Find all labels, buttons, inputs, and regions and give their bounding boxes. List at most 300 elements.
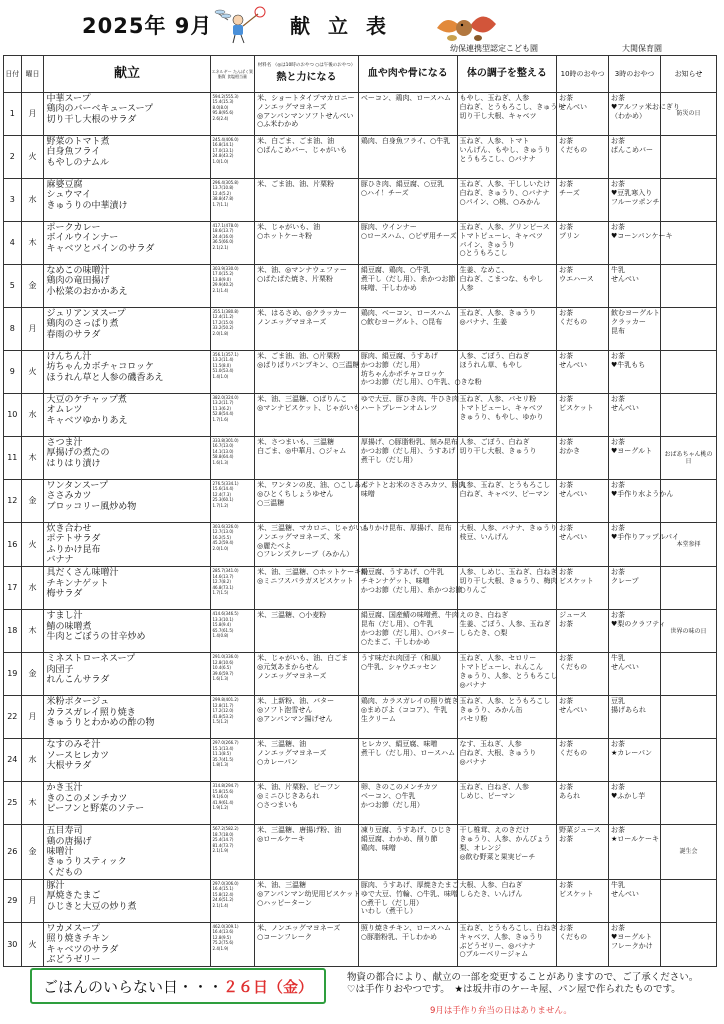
ingredient-line: 米、油、三温糖、○ばりんこ (257, 395, 348, 403)
body-ingredients-cell (457, 523, 557, 567)
heat-ingredients-cell (255, 136, 359, 179)
menu-line: きゅうりスティック (46, 857, 127, 868)
menu-cell (44, 567, 210, 610)
day-cell (4, 351, 22, 394)
day-text: 22 (7, 712, 18, 722)
ingredient-line: 米、ノンエッグマヨネーズ (257, 924, 341, 933)
nutrition-line: 1.7(1.6) (212, 416, 229, 422)
footer-note-change: 物資の都合により、献立の一部を変更することがありますので、ご了承ください。 (347, 972, 699, 983)
snack-line: フルーツポンチ (611, 197, 660, 206)
day-cell (4, 880, 22, 923)
menu-line: きゅうりの中華漬け (46, 200, 128, 211)
ingredient-line: ○豚脂粉乳、干しわかめ (360, 932, 438, 941)
ingredient-line: ◎飲む野菜と果実ピーチ (459, 852, 536, 861)
nutrition-line: 15.8(9.4) (212, 622, 231, 628)
dow-cell (21, 222, 44, 265)
menu-line: 鶏肉のバーベキュースープ (46, 104, 154, 115)
nutrition-line: 11.1(8.5) (212, 751, 231, 757)
ingredient-line: ◎アンパンマン揚げせん (257, 714, 333, 723)
day-text: 17 (7, 583, 18, 593)
blood-ingredients-cell (358, 93, 457, 136)
snack10-cell (557, 825, 609, 880)
blood-ingredients-cell (358, 923, 457, 967)
snack-line: せんべい (611, 274, 639, 283)
snack-line: お茶 (611, 395, 626, 403)
ingredient-line: 米、油、片栗粉、ピーフン (257, 783, 341, 792)
ingredient-line: 玉ねぎ、人参、干ししいたけ (459, 180, 551, 188)
snack10-cell (557, 653, 609, 696)
nutrition-cell (210, 825, 255, 880)
blood-ingredients-cell (358, 653, 457, 696)
menu-line: 小松菜のおかかあえ (46, 286, 128, 297)
snack-line: 牛乳 (611, 881, 626, 890)
ingredient-line: かつお節（だし用） (360, 800, 424, 809)
snack10-cell (557, 437, 609, 480)
menu-line: ボイルウインナー (46, 233, 119, 244)
nutrition-line: 16.7(13.0) (212, 443, 234, 449)
ingredient-line: ◎バナナ、生姜 (459, 317, 508, 326)
menu-cell (44, 782, 210, 825)
ingredient-line: 玉ねぎ、人参、とうもろこし (459, 697, 551, 706)
ingredient-line: 白ねぎ、こまつな、もやし (459, 274, 544, 283)
dow-cell (21, 136, 44, 179)
day-cell (4, 308, 22, 351)
body-ingredients-cell (457, 480, 557, 523)
snack3-cell (609, 437, 661, 480)
header-snack10: 10時のおやつ (557, 56, 609, 93)
snack-line: お茶 (611, 94, 626, 102)
table-row (4, 696, 717, 739)
nutrition-line: 65.7(61.5) (212, 627, 234, 633)
menu-line: ソースヒレカツ (46, 750, 110, 761)
ingredient-line: かつお節（だし用）、○牛乳、○きな粉 (360, 378, 482, 387)
snack3-cell (609, 739, 661, 782)
heat-ingredients-cell (255, 567, 369, 610)
ingredient-line: ベーコン、鶏肉、ロースハム (360, 94, 452, 102)
nutrition-cell (210, 782, 255, 825)
header-heat-label: 熱と力になる (276, 72, 337, 84)
ingredient-line: ◎アンパンマン幼児用ビスケット (257, 889, 361, 898)
nutrition-line: 1.6(1.3) (212, 459, 229, 465)
ingredient-line: ゆで大豆、竹輪、○牛乳、味噌 (360, 889, 459, 898)
snack-line: ♥コーンパンケーキ (611, 231, 673, 240)
day-text: 10 (7, 410, 18, 419)
snack3-cell (609, 880, 661, 923)
day-cell (4, 222, 22, 265)
nutrition-line: 17.2(15.0) (212, 319, 234, 325)
page-title: 2025年 9月 (82, 14, 213, 38)
nutrition-line: 45.2(59.4) (212, 540, 234, 546)
ingredient-line: ◎ぱりぱりパンプキン、○三温糖 (257, 360, 360, 369)
snack-line: くだもの (559, 663, 588, 672)
ingredient-line: 米、三温糖、油 (257, 740, 307, 749)
ingredient-line: 味噌 (360, 489, 375, 498)
dow-cell (21, 93, 44, 136)
nutrition-line: 12.4(11.2) (212, 314, 234, 320)
ingredient-line: 玉ねぎ、人参、トマト (459, 137, 530, 145)
snack-line: お茶 (611, 438, 626, 446)
nutrition-line: 11.3(6.2) (212, 405, 231, 411)
blood-ingredients-cell (358, 880, 457, 923)
table-row (4, 480, 717, 523)
ingredient-line: ノンエッグマヨネーズ (257, 102, 327, 111)
autumn-squirrel-icon (432, 8, 502, 44)
nutrition-line: 2.1(1.4) (212, 287, 229, 293)
notes-cell (660, 567, 716, 610)
heat-ingredients-cell (255, 93, 359, 136)
snack-line: お茶 (611, 783, 626, 792)
ingredient-line: ハートプレーンオムレツ (360, 403, 438, 412)
header-day: 日付 (4, 56, 22, 93)
nutrition-line: 303.6(326.0) (212, 524, 239, 529)
ingredient-line: ◎元気あまからせん (257, 663, 320, 672)
ingredient-line: 鶏肉、カラスガレイの照り焼き (360, 697, 459, 706)
snack-line: お茶 (559, 223, 574, 231)
notes-cell (660, 351, 716, 394)
menu-line: なすのみそ汁 (46, 740, 101, 751)
nutrition-cell (210, 136, 255, 179)
menu-line: 肉団子 (46, 664, 74, 675)
header-nutrition: エネルギー たんぱく質 脂質 食塩相当量 (210, 56, 255, 93)
ingredient-line: ○りんご (459, 585, 487, 594)
heat-ingredients-cell (255, 394, 359, 437)
nutrition-line: 18.6(13.7) (212, 228, 234, 234)
menu-line: 中華スープ (46, 94, 91, 104)
table-row (4, 523, 717, 567)
dow-text: 木 (28, 798, 37, 808)
snack-line: おかき (559, 446, 581, 455)
dow-text: 火 (28, 367, 37, 376)
heat-ingredients-cell (255, 523, 370, 567)
ingredient-line: 豚肉、絹豆腐、うすあげ (360, 352, 438, 360)
ingredient-line: えのき、白ねぎ (459, 611, 509, 620)
nutrition-line: 567.2(582.2) (212, 826, 239, 832)
day-text: 30 (7, 939, 18, 949)
dow-text: 水 (28, 410, 37, 419)
notes-cell (660, 222, 716, 265)
table-row (4, 351, 717, 394)
ingredient-line: 玉ねぎ、人参、セロリー (459, 654, 537, 663)
menu-line: ジュリアンヌスープ (46, 309, 126, 319)
heat-ingredients-cell (255, 923, 359, 967)
nutrition-cell (210, 653, 255, 696)
snack3-cell (609, 923, 661, 967)
table-row (4, 739, 717, 782)
nutrition-line: 1.7(1.2) (212, 502, 229, 508)
ingredient-line: ベーコン、○牛乳 (360, 792, 416, 801)
menu-line: 牛肉とごぼうの甘辛炒め (46, 632, 146, 643)
notes-cell (660, 739, 716, 782)
nutrition-line: 24.6(51.2) (212, 897, 234, 903)
menu-line: けんちん汁 (46, 352, 92, 362)
dow-text: 金 (28, 496, 37, 505)
nutrition-line: 417.1(478.0) (212, 223, 239, 228)
header-materials-note: 材料名 （◎は10時のおやつ ○は午後のおやつ） (257, 63, 356, 69)
dow-cell (21, 825, 44, 880)
body-ingredients-cell (457, 739, 557, 782)
day-text: 8 (9, 324, 15, 333)
heat-ingredients-cell (255, 351, 359, 394)
table-row (4, 567, 717, 610)
snack-line: お茶 (559, 94, 574, 102)
nutrition-line: 46.8(73.1) (212, 584, 234, 590)
ingredient-line: 玉ねぎ、とうもろこし、白ねぎ (459, 924, 558, 933)
nutrition-cell (210, 523, 255, 567)
notes-cell (660, 825, 716, 880)
ingredient-line: 切り干し大根、きゅうり (459, 446, 537, 455)
ingredient-line: ゆで大豆、豚ひき肉、牛ひき肉 (360, 395, 459, 403)
snack-line: ビスケット (559, 403, 594, 412)
menu-cell (44, 136, 210, 179)
dow-cell (21, 308, 44, 351)
nutrition-line: 2.4(1.9) (212, 945, 229, 951)
ingredient-line: 切り干し大根、キャベツ (459, 111, 537, 120)
ingredient-line: ほうれん草、もやし (459, 360, 523, 369)
ingredient-line: ○ホットケーキ粉 (257, 231, 313, 240)
snack10-cell (557, 610, 609, 653)
ingredient-line: 玉ねぎ、人参、パセリ粉 (459, 395, 537, 403)
ingredient-line: ノンエッグマヨネーズ、米 (257, 532, 341, 541)
blood-ingredients-cell (358, 308, 457, 351)
snack-line: くだもの (559, 145, 588, 154)
ingredient-line: ◎アンパンマンソフトせんべい (257, 111, 354, 120)
ingredient-line: ◎ミニフスパラガスビスケット (257, 577, 354, 586)
menu-line: きのこのメンチカツ (46, 793, 128, 804)
ingredient-line: ◎バナナ (459, 757, 487, 766)
ingredient-line: とうもろこし、○バナナ (459, 154, 536, 163)
header-notes: お知らせ (660, 56, 716, 93)
body-ingredients-cell (457, 93, 565, 136)
snack3-cell (609, 394, 661, 437)
snack-line: せんべい (611, 663, 639, 672)
nutrition-line: 382.0(324.0) (212, 395, 239, 400)
snack-line: お茶 (559, 438, 574, 446)
day-cell (4, 136, 22, 179)
nutrition-line: 41.9(61.4) (212, 799, 234, 805)
snack-line: お茶 (559, 180, 574, 188)
menu-line: 厚揚げの煮たの (46, 448, 110, 459)
day-text: 24 (7, 755, 18, 765)
ingredient-line: 絹豆腐、鶏肉、○牛乳 (360, 266, 431, 274)
body-ingredients-cell (457, 179, 557, 222)
ingredient-line: 豚肉、うすあげ、厚焼きたまご (360, 881, 459, 890)
nutrition-cell (210, 394, 255, 437)
nutrition-line: 1.0(1.0) (212, 158, 229, 164)
menu-line: 鶏肉のさっぱり煮 (46, 319, 119, 330)
nutrition-line: 15.8(12.4) (212, 891, 234, 897)
snack-line: ビスケット (559, 577, 594, 586)
nutrition-line: 2.1(1.4) (212, 902, 229, 908)
snack10-cell (557, 523, 609, 567)
nutrition-line: 58.8(64.4) (212, 454, 234, 460)
menu-cell (44, 179, 210, 222)
blood-ingredients-cell (358, 782, 457, 825)
ingredient-line: 味噌、干しわかめ (360, 283, 417, 292)
nutrition-cell (210, 480, 255, 523)
snack-line: お茶 (611, 740, 626, 749)
notes-cell (660, 437, 716, 480)
menu-line: ひじきと大豆の炒り煮 (46, 901, 137, 912)
snack-line: 昆布 (611, 326, 626, 335)
blood-ingredients-cell (358, 523, 457, 567)
ingredient-line: 絹豆腐、うすあげ、○牛乳 (360, 568, 444, 577)
snack10-cell (557, 308, 609, 351)
ingredient-line: 煮干し（だし用）、糸かつお節 (360, 274, 456, 283)
menu-cell (44, 523, 210, 567)
nutrition-line: 17.0(13.1) (212, 147, 234, 153)
ingredient-line: かつお節（だし用） (360, 360, 424, 369)
day-cell (4, 394, 22, 437)
school-type-label: 幼保連携型認定こども園 (450, 44, 538, 53)
menu-cell (44, 696, 210, 739)
menu-line: れんこんサラダ (46, 675, 110, 686)
dow-cell (21, 265, 44, 308)
nutrition-line: 13.7(10.8) (212, 185, 234, 191)
nutrition-cell (210, 308, 255, 351)
day-text: 18 (7, 626, 18, 636)
day-text: 12 (7, 496, 18, 505)
snack-line: くだもの (559, 317, 588, 326)
snack3-cell (609, 480, 674, 523)
nutrition-line: 13.2(11.4) (212, 357, 234, 363)
snack-line: ジュース (559, 611, 587, 620)
notes-cell (660, 923, 716, 967)
ingredient-line: 人参、ごぼう、白ねぎ (459, 352, 530, 360)
ingredient-line: チキンナゲット、味噌 (360, 577, 430, 586)
table-row (4, 437, 717, 480)
menu-line: 五目寿司 (46, 826, 83, 837)
notes-cell (660, 265, 716, 308)
ingredient-line: きゅうり、人参、かんぴょう (459, 835, 551, 844)
nutrition-line: 276.5(334.1) (212, 481, 239, 486)
menu-line: なめこの味噌汁 (46, 266, 110, 276)
blood-ingredients-cell (358, 136, 457, 179)
snack-line: お茶 (559, 697, 574, 706)
snack-line: ♥手作りアップルパイ (611, 532, 680, 541)
nutrition-line: 17.2(12.0) (212, 708, 234, 714)
dow-cell (21, 880, 44, 923)
table-row (4, 923, 717, 967)
snack3-cell (609, 265, 661, 308)
snack-line: ★ロールケーキ (611, 835, 660, 844)
menu-line: ふりかけ昆布 (46, 544, 101, 555)
blood-ingredients-cell (358, 610, 457, 653)
table-row (4, 653, 717, 696)
menu-cell (44, 739, 210, 782)
snack3-cell (609, 308, 661, 351)
organization-name: 大関保育園 (622, 44, 662, 53)
blood-ingredients-cell (358, 739, 457, 782)
nutrition-cell (210, 923, 255, 967)
snack-line: 豆乳 (611, 697, 626, 706)
snack-line: ビスケット (559, 889, 594, 898)
ingredient-line: 米、ショートタイプマカロニー (257, 94, 355, 102)
table-row (4, 782, 717, 825)
ingredient-line: ○三温糖 (257, 498, 285, 507)
notes-cell (660, 696, 716, 739)
nutrition-cell (210, 610, 255, 653)
snack-line: お茶 (559, 783, 574, 792)
nutrition-line: 1.4(1.0) (212, 373, 229, 379)
nutrition-line: 2.1(2.1) (212, 244, 229, 250)
nutrition-line: 594.2(555.3) (212, 94, 239, 99)
day-text: 2 (9, 152, 15, 161)
snack10-cell (557, 782, 609, 825)
day-cell (4, 265, 22, 308)
menu-line: 照り焼きチキン (46, 934, 110, 945)
dow-text: 金 (28, 669, 37, 679)
snack-line: お茶 (611, 137, 626, 145)
ingredient-line: きゅうり、人参、とうもろこし (459, 671, 558, 680)
dow-cell (21, 394, 44, 437)
snack-line: ♥豆乳寒入り (611, 188, 653, 197)
menu-line: くだもの (46, 867, 83, 878)
nutrition-line: 29.9(40.2) (212, 282, 234, 288)
snack10-cell (557, 136, 609, 179)
ingredient-line: 厚揚げ、○豚脂粉乳、刻み昆布 (360, 438, 458, 446)
dow-text: 火 (28, 539, 37, 549)
nutrition-cell (210, 222, 255, 265)
menu-line: 切り干し大根のサラダ (46, 114, 137, 125)
snack-line: お茶 (559, 924, 574, 933)
snack-line: ★カレーパン (611, 749, 652, 758)
snack-line: ♥ヨーグルト (611, 932, 653, 941)
menu-line: 味噌汁 (46, 847, 74, 858)
notes-cell (660, 93, 716, 136)
ingredient-line: しらたき、○梨 (459, 628, 508, 637)
ingredient-line: 絹豆腐、国産鯖の味噌煮、牛肉 (360, 611, 459, 620)
heat-ingredients-cell (255, 880, 359, 923)
ingredient-line: 枝豆、いんげん (459, 532, 509, 541)
header-heat (255, 56, 359, 93)
snack-line: お茶 (559, 481, 574, 489)
menu-line: オムレツ (46, 405, 83, 416)
nutrition-line: 12.7(8.2) (212, 579, 231, 585)
snack-line: せんべい (559, 489, 588, 498)
page-heading: 献立表 (290, 14, 404, 38)
header-dow: 曜日 (21, 56, 44, 93)
no-rice-date: ２６日（金） (223, 977, 314, 996)
ingredient-line: 玉ねぎ、白ねぎ、人参 (459, 783, 529, 792)
menu-line: カラスガレイ照り焼き (46, 707, 136, 718)
nutrition-line: 51.0(53.4) (212, 368, 234, 374)
nutrition-line: 41.8(53.2) (212, 713, 234, 719)
nutrition-cell (210, 739, 255, 782)
nutrition-line: 35.7(41.5) (212, 756, 234, 762)
snack-line: お茶 (559, 137, 574, 145)
ingredient-line: 米、三温糖、○小麦粉 (257, 611, 327, 620)
ingredient-line: 米、油、三温糖、○ホットケーキ粉 (257, 568, 369, 577)
nutrition-cell (210, 567, 255, 610)
snack10-cell (557, 696, 609, 739)
notes-cell (660, 782, 716, 825)
ingredient-line: ◎マンナビスケット、じゃがいも (257, 403, 361, 412)
ingredient-line: 人参、ごぼう、白ねぎ (459, 438, 530, 446)
day-text: 29 (7, 896, 18, 906)
ingredient-line: 米、上新粉、油、バター (257, 697, 335, 706)
dow-text: 金 (28, 281, 37, 290)
snack-line: お茶 (611, 924, 626, 933)
snack-line: お茶 (611, 481, 626, 489)
snack10-cell (557, 567, 609, 610)
body-ingredients-cell (457, 136, 557, 179)
nutrition-line: 16.8(14.1) (212, 142, 234, 148)
snack-line: ウエハース (559, 274, 594, 283)
ingredient-line: ○さつまいも (257, 800, 299, 809)
menu-line: ワカメスープ (46, 924, 100, 935)
body-ingredients-cell (457, 610, 557, 653)
table-row (4, 308, 717, 351)
